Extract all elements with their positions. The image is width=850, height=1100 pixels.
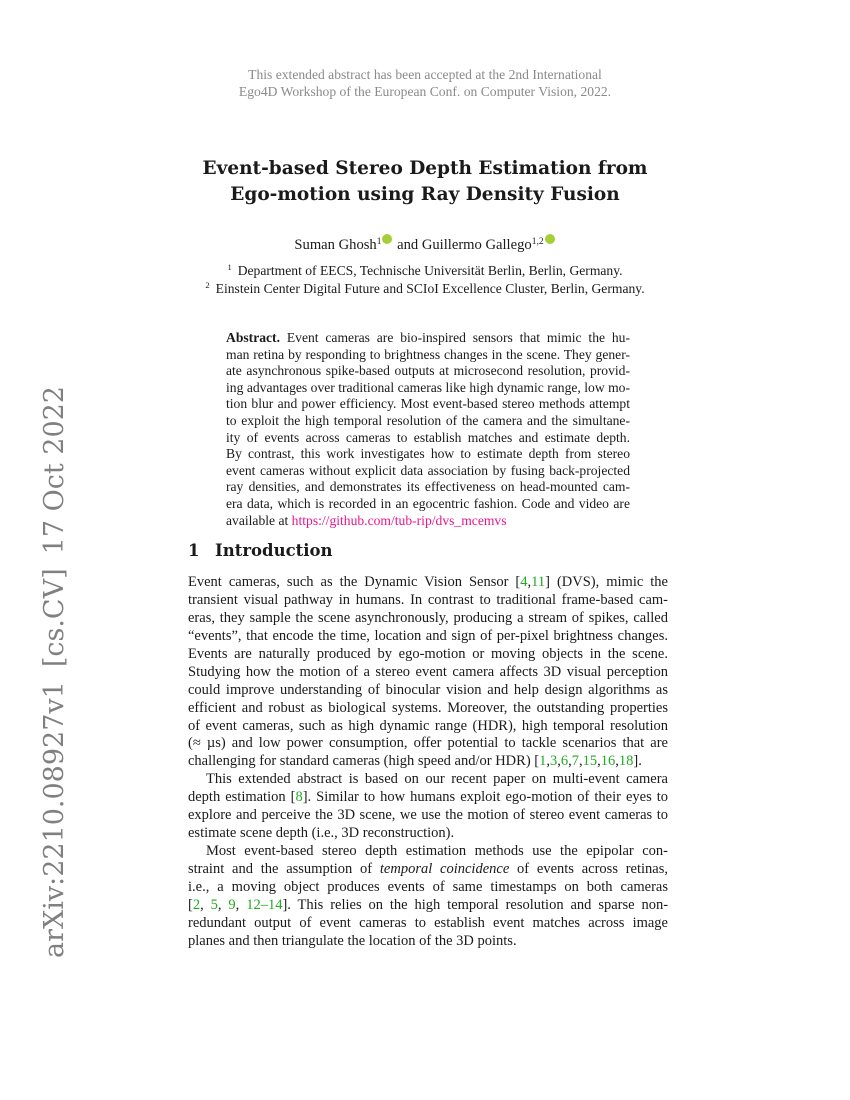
body-line: eras, they sample the scene asynchronously, producing a stream of spikes, called	[188, 609, 668, 626]
body-text-run: ]. This relies on the high temporal resolution and sparse non-	[282, 896, 669, 913]
abstract-line	[226, 330, 630, 347]
author-list	[0, 234, 850, 254]
notice-line: Ego4D Workshop of the European Conf. on Computer Vision, 2022.	[238, 84, 612, 99]
citation-link[interactable]: 11	[531, 574, 546, 590]
abstract-text: Event cameras are bio-inspired sensors that mimic the hu-	[286, 330, 631, 345]
abstract-line: event cameras without explicit data association by fusing back-projected	[226, 462, 630, 478]
body-text	[188, 574, 668, 951]
body-text-run: depth estimation [	[188, 789, 296, 806]
body-line: transient visual pathway in humans. In contrast to traditional frame-based cam-	[188, 591, 668, 608]
body-line: (≈ µs) and low power consumption, offer potential to tackle scenarios that are	[188, 735, 668, 752]
citation-link[interactable]: 1	[539, 753, 547, 770]
body-line	[188, 789, 668, 807]
citation-link[interactable]: 5	[210, 896, 218, 913]
section-number: 1	[188, 541, 200, 560]
body-text-run: [	[188, 896, 193, 913]
citation-link[interactable]: 9	[228, 896, 236, 913]
body-text-run: of events across retinas,	[509, 861, 669, 877]
section-heading	[188, 540, 333, 562]
affiliation-mark: 2	[205, 280, 210, 290]
body-line: “events”, that encode the time, location and sign of per-pixel brightness changes.	[188, 627, 668, 644]
citation-link[interactable]: 4	[520, 574, 528, 590]
body-text-run: ]. Similar to how humans exploit ego-motion of their eyes to	[302, 789, 668, 806]
affiliation-text: Einstein Center Digital Future and SCIoI Excellence Cluster, Berlin, Germany.	[215, 281, 645, 296]
acceptance-notice	[0, 66, 850, 100]
code-link[interactable]: https://github.com/tub-rip/dvs_mcemvs	[291, 512, 507, 528]
abstract-line: era data, which is recorded in an egocentric fashion. Code and video are	[226, 495, 630, 511]
body-line	[188, 861, 668, 879]
title-line: Ego-motion using Ray Density Fusion	[230, 184, 620, 205]
citation-link[interactable]: 18	[618, 753, 634, 770]
author-name: Guillermo Gallego	[421, 237, 532, 253]
emphasis-text: temporal coincidence	[379, 861, 510, 877]
abstract-line: ing advantages over traditional cameras like high dynamic range, low mo-	[226, 379, 630, 395]
title-line: Event-based Stereo Depth Estimation from	[202, 158, 648, 179]
abstract-line: ate asynchronous spike-based outputs at microsecond resolution, provid-	[226, 363, 630, 379]
author-name: Suman Ghosh	[294, 237, 377, 253]
section-title: Introduction	[215, 541, 333, 560]
abstract	[226, 330, 630, 529]
abstract-label: Abstract.	[226, 330, 280, 345]
body-line: This extended abstract is based on our recent paper on multi-event camera	[206, 771, 668, 788]
abstract-line: By contrast, this work investigates how to estimate depth from stereo	[226, 446, 630, 462]
affiliation-marker: 1	[376, 237, 382, 247]
abstract-line: man retina by responding to brightness changes in the scene. They gener-	[226, 346, 630, 362]
body-line: [2, 5, 9, 12–14]. This relies on the high temporal resolution and sparse non-	[188, 896, 669, 913]
citation-link[interactable]: 12–14	[246, 896, 283, 913]
abstract-line	[226, 513, 630, 530]
affiliation-marker: 1,2	[531, 237, 544, 247]
body-text-run: ] (DVS), mimic the	[545, 574, 668, 590]
body-line: i.e., a moving object produces events of same timestamps on both cameras	[188, 878, 668, 895]
affiliations	[0, 262, 850, 298]
affiliation-line	[0, 262, 850, 280]
body-line: efficient and robust as biological systems. Moreover, the outstanding properties	[188, 699, 668, 716]
paper-title	[0, 156, 850, 208]
body-line: Events are naturally produced by ego-motion or moving objects in the scene.	[188, 645, 668, 662]
arxiv-category: [cs.CV]	[39, 568, 70, 668]
orcid-icon[interactable]	[382, 234, 392, 244]
body-text-run: Event cameras, such as the Dynamic Vision Sensor [	[188, 574, 521, 590]
arxiv-date: 17 Oct 2022	[39, 386, 70, 555]
body-line: Studying how the motion of a stereo event camera affects 3D visual perception	[188, 663, 668, 680]
abstract-line: ity of events across cameras to establish matches and estimate depth.	[226, 429, 630, 445]
affiliation-mark: 1	[227, 262, 232, 272]
orcid-icon[interactable]	[545, 234, 555, 244]
notice-line: This extended abstract has been accepted at the 2nd International	[248, 67, 602, 82]
citation-link[interactable]: 2	[192, 896, 201, 913]
citation-link[interactable]: 8	[295, 789, 303, 806]
citation-link[interactable]: 15	[582, 753, 598, 770]
affiliation-text: Department of EECS, Technische Universität Berlin, Berlin, Germany.	[237, 263, 623, 278]
arxiv-id[interactable]: arXiv:2210.08927v1	[39, 681, 70, 958]
body-text-run: challenging for standard cameras (high speed and/or HDR) [	[188, 753, 540, 770]
citation-link[interactable]: 3	[549, 753, 558, 770]
body-line: could improve understanding of binocular vision and help design algorithms as	[188, 681, 668, 698]
body-line: Most event-based stereo depth estimation methods use the epipolar con-	[206, 843, 668, 860]
arxiv-stamp	[40, 386, 70, 958]
body-line: of event cameras, such as high dynamic range (HDR), high temporal resolution	[188, 717, 668, 734]
affiliation-line	[0, 280, 850, 298]
body-text-run: straint and the assumption of	[188, 861, 380, 877]
citation-link[interactable]: 7	[571, 753, 579, 770]
citation-link[interactable]: 6	[560, 753, 569, 770]
citation-link[interactable]: 16	[600, 753, 616, 770]
body-text-run: ,	[527, 574, 532, 590]
body-line: planes and then triangulate the location of the 3D points.	[188, 932, 517, 949]
author-connector: and	[393, 237, 422, 253]
body-line: explore and perceive the 3D scene, we use the motion of stereo event cameras to	[188, 807, 668, 824]
abstract-line: to exploit the high temporal resolution of the camera and the simultane-	[226, 412, 630, 428]
body-line: challenging for standard cameras (high speed and/or HDR) [1,3,6,7,15,16,18].	[188, 753, 642, 770]
body-line: estimate scene depth (i.e., 3D reconstruction).	[188, 825, 455, 842]
body-line: redundant output of event cameras to establish event matches across image	[188, 914, 668, 931]
body-line	[188, 574, 668, 592]
abstract-text: available at	[226, 512, 292, 528]
abstract-line: tion blur and power efficiency. Most event-based stereo methods attempt	[226, 396, 630, 412]
body-text-run: ].	[633, 753, 642, 770]
abstract-line: ray densities, and demonstrates its effectiveness on head-mounted cam-	[226, 479, 630, 495]
